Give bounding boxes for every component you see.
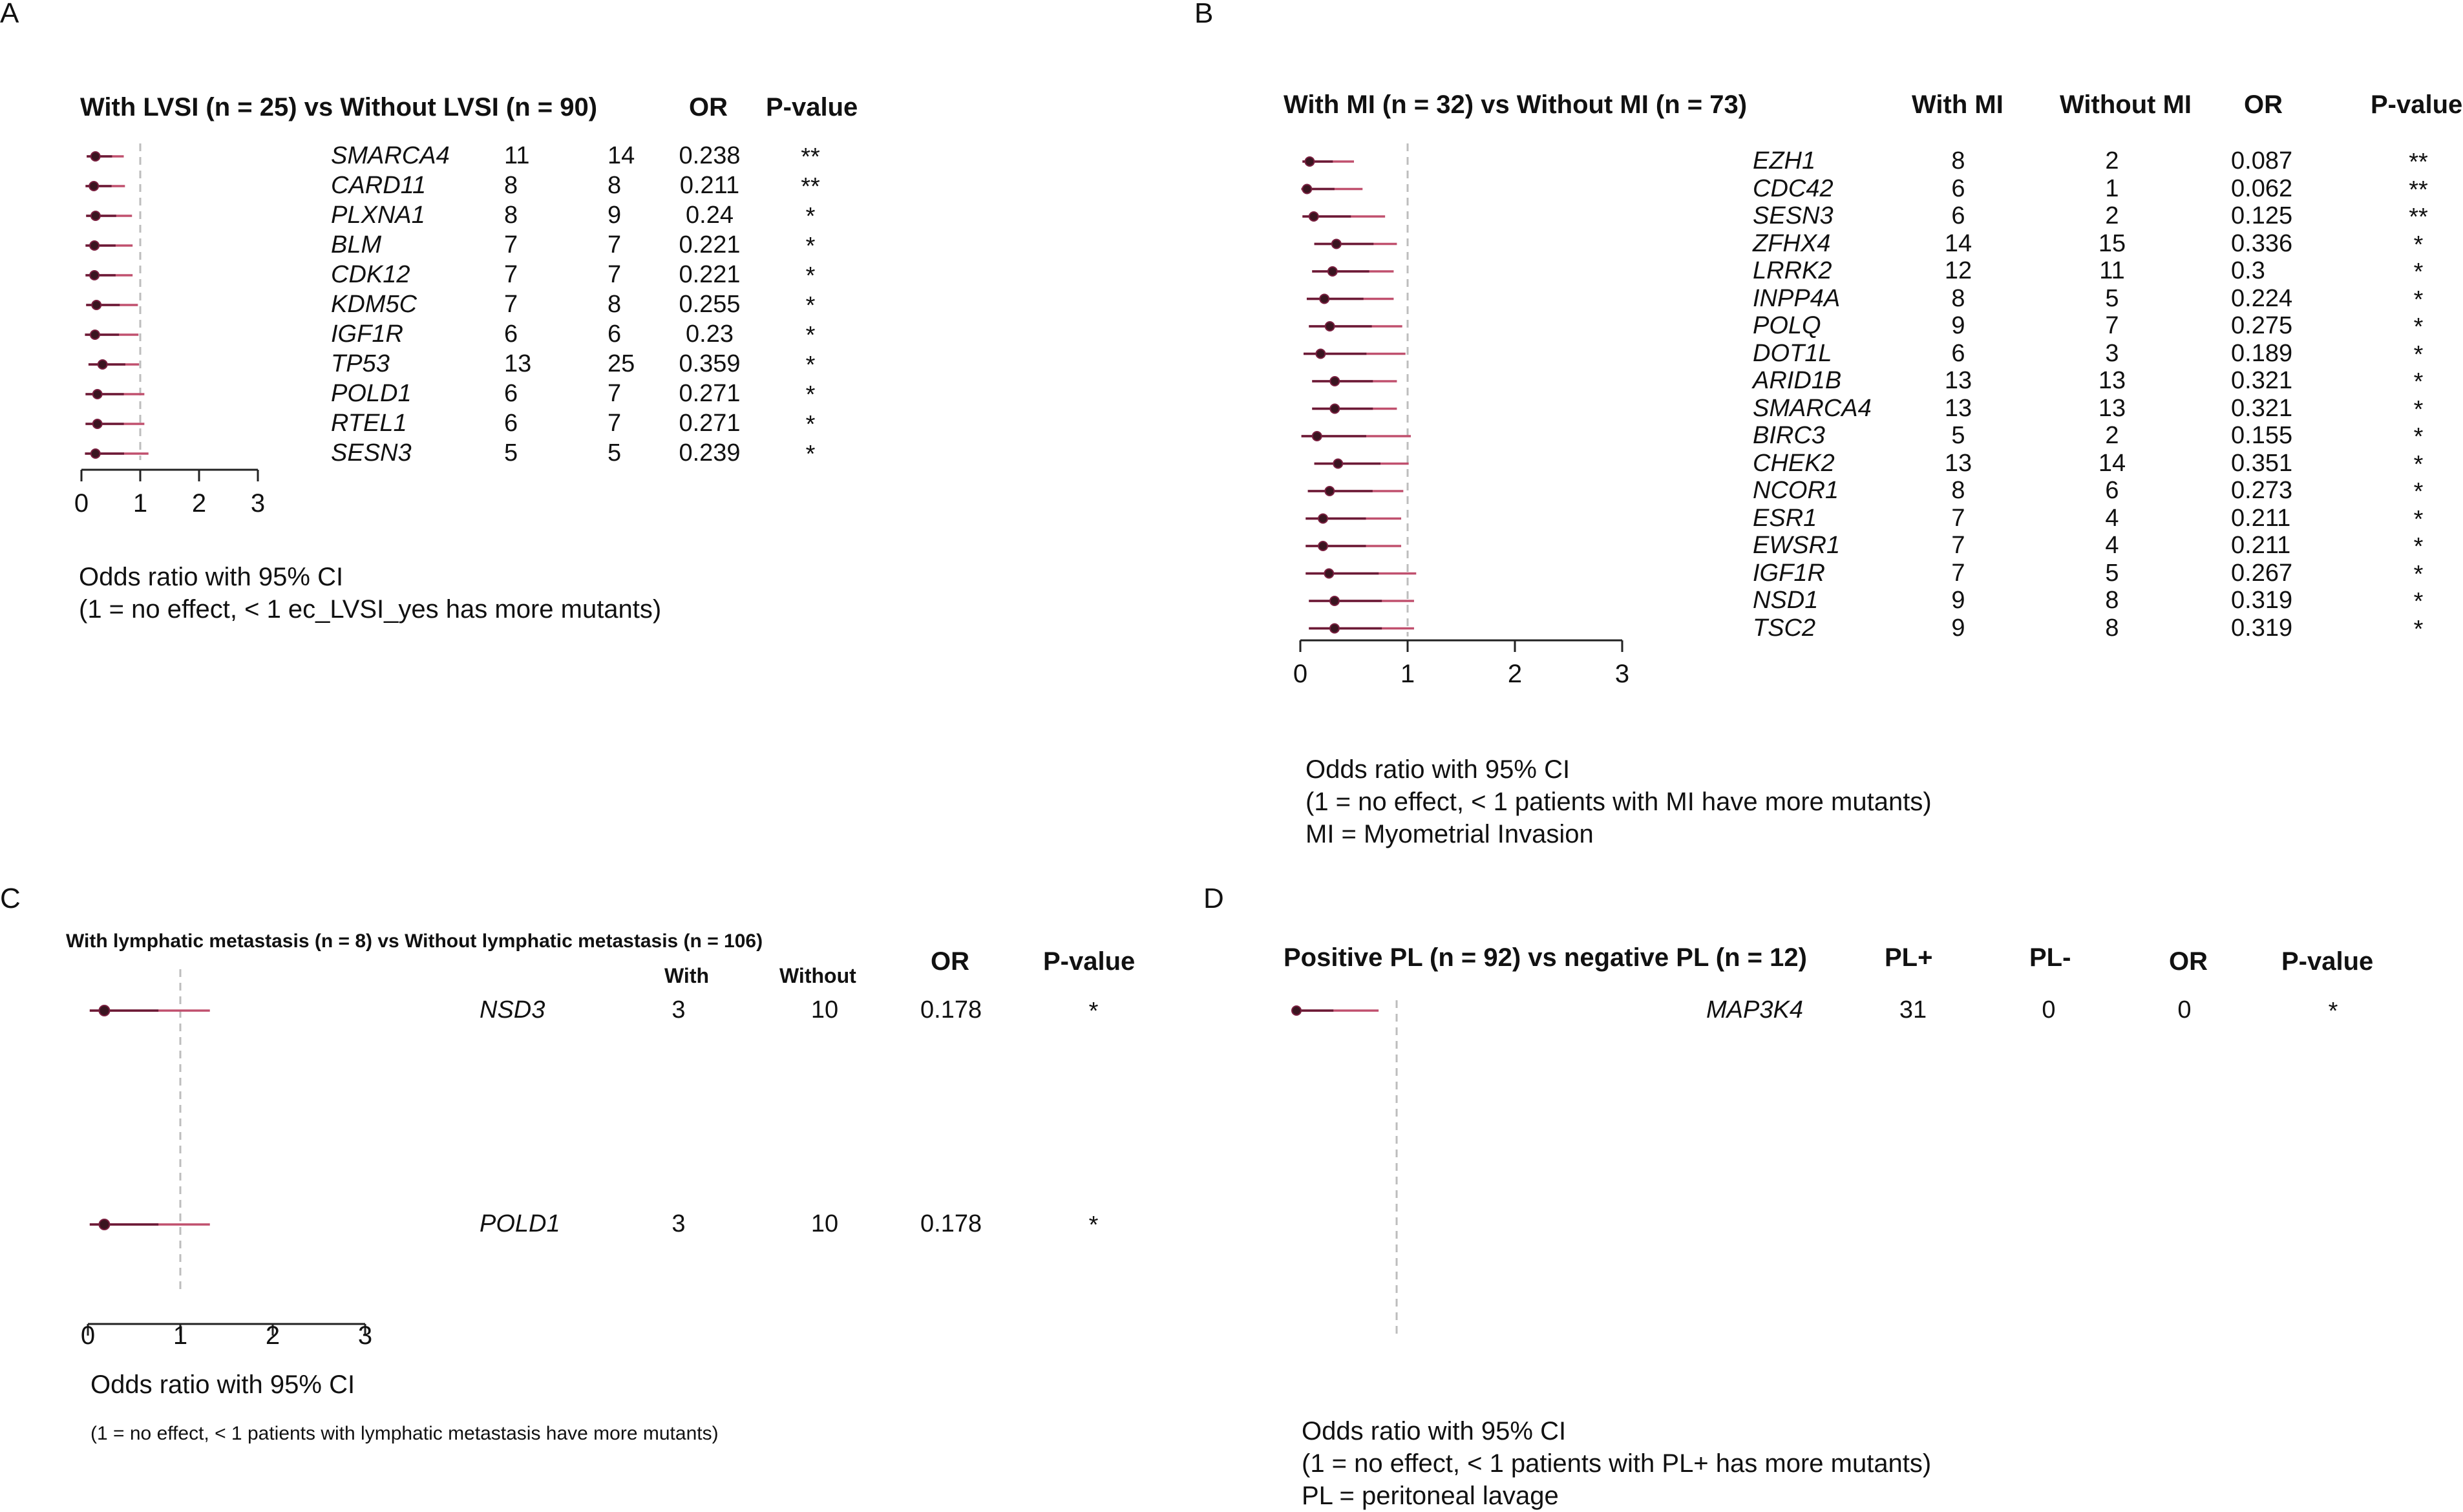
panel-a-count-b-pold1: 7 — [608, 380, 622, 407]
panel-a-or-blm: 0.221 — [679, 231, 741, 258]
panel-b-pvalue-tsc2: * — [2413, 615, 2424, 643]
panel-c-count-b-pold1: 10 — [810, 1210, 839, 1237]
panel-a-header-or: OR — [689, 93, 728, 121]
panel-a-note-line-2: (1 = no effect, < 1 ec_LVSI_yes has more mutants) — [79, 595, 662, 624]
panel-b-count-b-cdc42: 1 — [2105, 174, 2119, 202]
panel-c-note-line-2: (1 = no effect, < 1 patients with lymphatic metastasis have more mutants) — [90, 1423, 719, 1444]
panel-b-or-igf1r: 0.267 — [2231, 559, 2293, 587]
panel-b-or-chek2: 0.351 — [2231, 449, 2293, 477]
panel-b-count-a-igf1r: 7 — [1951, 559, 1965, 587]
panel-b-count-b-ezh1: 2 — [2105, 147, 2119, 174]
panel-b-header-with: With MI — [1912, 90, 2003, 119]
panel-b-or-zfhx4: 0.336 — [2231, 229, 2293, 257]
panel-a-pvalue-blm: * — [805, 233, 816, 260]
panel-a-tick-label-1: 1 — [132, 489, 148, 518]
panel-d-header-or: OR — [2169, 947, 2208, 976]
panel-d-note-line-3: PL = peritoneal lavage — [1302, 1482, 1559, 1510]
panel-a-count-b-kdm5c: 8 — [608, 291, 622, 318]
panel-a-or-cdk12: 0.221 — [679, 261, 741, 288]
panel-b-or-nsd1: 0.319 — [2231, 587, 2293, 614]
panel-d-gene-map3k4: MAP3K4 — [1706, 996, 1803, 1024]
panel-a-gene-plxna1: PLXNA1 — [331, 202, 425, 229]
panel-c-header-without: Without — [779, 964, 856, 987]
panel-b-header-pvalue: P-value — [2371, 90, 2463, 119]
panel-b-count-a-ewsr1: 7 — [1951, 532, 1965, 559]
panel-b-gene-ewsr1: EWSR1 — [1753, 532, 1841, 559]
panel-d-pvalue-map3k4: * — [2328, 998, 2338, 1025]
panel-b-pvalue-ncor1: * — [2413, 478, 2424, 505]
panel-c-tick-label-0: 0 — [80, 1321, 96, 1350]
panel-b-gene-esr1: ESR1 — [1753, 504, 1817, 532]
panel-b-count-b-dot1l: 3 — [2105, 339, 2119, 367]
panel-c-header-pvalue: P-value — [1043, 947, 1136, 976]
panel-b-pvalue-arid1b: * — [2413, 368, 2424, 395]
panel-b-pvalue-smarca4: * — [2413, 395, 2424, 423]
panel-b-or-polq: 0.275 — [2231, 312, 2293, 339]
panel-a-pvalue-rtel1: * — [805, 411, 816, 438]
panel-b-count-a-cdc42: 6 — [1951, 174, 1965, 202]
panel-b-count-b-birc3: 2 — [2105, 422, 2119, 449]
panel-b-tick-label-1: 1 — [1400, 660, 1415, 688]
panel-d-point-map3k4 — [1292, 1006, 1301, 1015]
panel-a-pvalue-sesn3: * — [805, 441, 816, 468]
panel-b-or-ncor1: 0.273 — [2231, 477, 2293, 504]
panel-b-pvalue-ezh1: ** — [2409, 149, 2428, 176]
panel-b-or-ezh1: 0.087 — [2231, 147, 2293, 174]
panel-b-count-b-polq: 7 — [2105, 312, 2119, 339]
panel-b-count-a-chek2: 13 — [1944, 449, 1972, 477]
panel-b-pvalue-cdc42: ** — [2409, 176, 2428, 204]
panel-c-or-nsd3: 0.178 — [920, 996, 982, 1024]
panel-b-gene-nsd1: NSD1 — [1753, 587, 1819, 614]
panel-b-count-b-smarca4: 13 — [2098, 394, 2126, 422]
panel-b-gene-zfhx4: ZFHX4 — [1753, 229, 1831, 257]
panel-b-count-a-inpp4a: 8 — [1951, 284, 1965, 312]
panel-a-count-a-plxna1: 8 — [504, 202, 518, 229]
panel-a-gene-cdk12: CDK12 — [331, 261, 410, 288]
panel-a-gene-igf1r: IGF1R — [331, 320, 403, 348]
panel-a-or-sesn3: 0.239 — [679, 439, 741, 467]
panel-b-pvalue-igf1r: * — [2413, 560, 2424, 588]
panel-c-note-line-1: Odds ratio with 95% CI — [90, 1370, 355, 1399]
panel-b-or-lrrk2: 0.3 — [2231, 257, 2265, 284]
panel-b-count-b-arid1b: 13 — [2098, 367, 2126, 394]
panel-c-count-a-pold1: 3 — [671, 1210, 686, 1237]
panel-d-note-line-1: Odds ratio with 95% CI — [1302, 1417, 1567, 1445]
panel-a-gene-blm: BLM — [331, 231, 382, 258]
panel-b-gene-chek2: CHEK2 — [1753, 449, 1835, 477]
panel-b-header-without: Without MI — [2060, 90, 2192, 119]
panel-b-count-b-esr1: 4 — [2105, 504, 2119, 532]
panel-a-count-b-tp53: 25 — [608, 350, 635, 377]
panel-a-gene-smarca4: SMARCA4 — [331, 142, 450, 169]
panel-b-pvalue-polq: * — [2413, 313, 2424, 341]
panel-a-pvalue-smarca4: ** — [801, 143, 820, 171]
panel-a-count-a-igf1r: 6 — [504, 320, 518, 348]
panel-b-tick-label-2: 2 — [1507, 660, 1523, 688]
panel-b-gene-arid1b: ARID1B — [1753, 367, 1842, 394]
panel-b-note-line-2: (1 = no effect, < 1 patients with MI have more mutants) — [1305, 788, 1932, 816]
panel-b-pvalue-birc3: * — [2413, 423, 2424, 450]
panel-c-count-a-nsd3: 3 — [671, 996, 686, 1024]
panel-a-count-b-card11: 8 — [608, 172, 622, 199]
panel-a-tick-label-0: 0 — [74, 489, 89, 518]
panel-b-or-esr1: 0.211 — [2231, 504, 2291, 532]
panel-b-or-dot1l: 0.189 — [2231, 339, 2293, 367]
panel-c-header-with: With — [664, 964, 710, 987]
panel-a-gene-kdm5c: KDM5C — [331, 291, 418, 318]
panel-b-count-b-lrrk2: 11 — [2099, 257, 2125, 284]
panel-a-pvalue-plxna1: * — [805, 203, 816, 230]
panel-a-tick-label-3: 3 — [250, 489, 266, 518]
panel-b-gene-polq: POLQ — [1753, 312, 1821, 339]
panel-b-gene-smarca4: SMARCA4 — [1753, 394, 1872, 422]
panel-a-count-b-cdk12: 7 — [608, 261, 622, 288]
panel-b-count-b-ewsr1: 4 — [2105, 532, 2119, 559]
panel-a-or-pold1: 0.271 — [679, 380, 741, 407]
panel-b-gene-cdc42: CDC42 — [1753, 174, 1834, 202]
panel-b-pvalue-esr1: * — [2413, 505, 2424, 533]
panel-b-pvalue-dot1l: * — [2413, 341, 2424, 368]
panel-a-count-b-igf1r: 6 — [608, 320, 622, 348]
panel-a-count-b-blm: 7 — [608, 231, 622, 258]
panel-b-gene-igf1r: IGF1R — [1753, 559, 1825, 587]
panel-b-count-b-nsd1: 8 — [2105, 587, 2119, 614]
panel-d-header-plneg: PL- — [2029, 943, 2071, 972]
panel-a-count-a-pold1: 6 — [504, 380, 518, 407]
panel-a-gene-sesn3: SESN3 — [331, 439, 412, 467]
panel-b-count-a-sesn3: 6 — [1951, 202, 1965, 229]
panel-b-count-b-zfhx4: 15 — [2098, 229, 2126, 257]
panel-b-gene-ncor1: NCOR1 — [1753, 477, 1839, 504]
panel-d-title: Positive PL (n = 92) vs negative PL (n = 12) — [1284, 943, 1807, 972]
panel-b-count-a-birc3: 5 — [1951, 422, 1965, 449]
panel-d-note-line-2: (1 = no effect, < 1 patients with PL+ has more mutants) — [1302, 1449, 1932, 1478]
panel-a-pvalue-tp53: * — [805, 352, 816, 379]
panel-a-pvalue-igf1r: * — [805, 322, 816, 349]
panel-a-or-kdm5c: 0.255 — [679, 291, 741, 318]
panel-a-gene-rtel1: RTEL1 — [331, 410, 407, 437]
panel-b-pvalue-ewsr1: * — [2413, 533, 2424, 560]
panel-b-count-a-ncor1: 8 — [1951, 477, 1965, 504]
panel-c-tick-label-3: 3 — [357, 1321, 373, 1350]
panel-a-count-a-card11: 8 — [504, 172, 518, 199]
panel-a-count-b-smarca4: 14 — [608, 142, 635, 169]
panel-letter-c: C — [0, 883, 21, 914]
panel-a-tick-label-2: 2 — [191, 489, 207, 518]
panel-a-count-a-cdk12: 7 — [504, 261, 518, 288]
panel-a-count-a-blm: 7 — [504, 231, 518, 258]
panel-a-or-smarca4: 0.238 — [679, 142, 741, 169]
panel-b-note-line-3: MI = Myometrial Invasion — [1305, 820, 1594, 848]
panel-c-header-or: OR — [931, 947, 969, 976]
panel-a-or-tp53: 0.359 — [679, 350, 741, 377]
panel-b-or-inpp4a: 0.224 — [2231, 284, 2293, 312]
panel-a-pvalue-cdk12: * — [805, 262, 816, 289]
panel-b-or-arid1b: 0.321 — [2231, 367, 2293, 394]
panel-b-count-a-lrrk2: 12 — [1944, 257, 1972, 284]
panel-b-gene-lrrk2: LRRK2 — [1753, 257, 1832, 284]
panel-letter-a: A — [0, 0, 19, 29]
panel-b-pvalue-inpp4a: * — [2413, 286, 2424, 313]
panel-b-count-b-chek2: 14 — [2098, 449, 2126, 477]
panel-d-header-plpos: PL+ — [1885, 943, 1933, 972]
panel-b-count-a-nsd1: 9 — [1951, 587, 1965, 614]
panel-a-count-b-plxna1: 9 — [608, 202, 622, 229]
panel-a-pvalue-pold1: * — [805, 381, 816, 408]
panel-b-or-smarca4: 0.321 — [2231, 394, 2293, 422]
panel-b-pvalue-sesn3: ** — [2409, 204, 2428, 231]
panel-b-or-tsc2: 0.319 — [2231, 614, 2293, 642]
panel-c-pvalue-pold1: * — [1088, 1212, 1099, 1239]
panel-b-count-a-dot1l: 6 — [1951, 339, 1965, 367]
panel-b-count-a-tsc2: 9 — [1951, 614, 1965, 642]
panel-b-count-b-igf1r: 5 — [2105, 559, 2119, 587]
panel-a-or-rtel1: 0.271 — [679, 410, 741, 437]
panel-c-tick-label-1: 1 — [173, 1321, 188, 1350]
panel-a-pvalue-card11: ** — [801, 173, 820, 200]
panel-b-gene-ezh1: EZH1 — [1753, 147, 1816, 174]
panel-b-note-line-1: Odds ratio with 95% CI — [1305, 755, 1570, 784]
panel-b-gene-birc3: BIRC3 — [1753, 422, 1825, 449]
panel-a-count-a-tp53: 13 — [504, 350, 532, 377]
panel-b-or-ewsr1: 0.211 — [2231, 532, 2291, 559]
panel-b-count-b-inpp4a: 5 — [2105, 284, 2119, 312]
panel-c-gene-pold1: POLD1 — [480, 1210, 560, 1237]
panel-c-pvalue-nsd3: * — [1088, 998, 1099, 1025]
panel-b-count-a-polq: 9 — [1951, 312, 1965, 339]
panel-a-gene-tp53: TP53 — [331, 350, 390, 377]
panel-c-gene-nsd3: NSD3 — [480, 996, 545, 1024]
panel-a-gene-pold1: POLD1 — [331, 380, 412, 407]
panel-b-gene-dot1l: DOT1L — [1753, 339, 1832, 367]
panel-a-count-a-rtel1: 6 — [504, 410, 518, 437]
panel-d-count-b-map3k4: 0 — [2042, 996, 2056, 1024]
panel-b-pvalue-lrrk2: * — [2413, 258, 2424, 286]
panel-a-count-a-smarca4: 11 — [504, 142, 530, 169]
panel-b-tick-label-3: 3 — [1614, 660, 1630, 688]
panel-a-count-b-sesn3: 5 — [608, 439, 622, 467]
panel-a-or-igf1r: 0.23 — [686, 320, 734, 348]
panel-b-gene-inpp4a: INPP4A — [1753, 284, 1841, 312]
panel-b-count-a-esr1: 7 — [1951, 504, 1965, 532]
panel-a-or-card11: 0.211 — [679, 172, 740, 199]
panel-b-count-a-smarca4: 13 — [1944, 394, 1972, 422]
panel-b-pvalue-chek2: * — [2413, 450, 2424, 478]
panel-d-note — [1302, 1415, 1931, 1512]
panel-a-count-b-rtel1: 7 — [608, 410, 622, 437]
panel-a-count-a-sesn3: 5 — [504, 439, 518, 467]
panel-c-or-pold1: 0.178 — [920, 1210, 982, 1237]
panel-b-header-or: OR — [2244, 90, 2283, 119]
panel-b-or-sesn3: 0.125 — [2231, 202, 2293, 229]
panel-b-count-b-ncor1: 6 — [2105, 477, 2119, 504]
panel-letter-d: D — [1203, 883, 1224, 914]
panel-b-count-a-ezh1: 8 — [1951, 147, 1965, 174]
panel-c-count-b-nsd3: 10 — [810, 996, 839, 1024]
panel-letter-b: B — [1194, 0, 1214, 29]
panel-c-title: With lymphatic metastasis (n = 8) vs Without lymphatic metastasis (n = 106) — [66, 930, 763, 952]
panel-b-count-a-zfhx4: 14 — [1944, 229, 1972, 257]
panel-b-count-b-tsc2: 8 — [2105, 614, 2119, 642]
panel-b-tick-label-0: 0 — [1293, 660, 1308, 688]
panel-b-count-b-sesn3: 2 — [2105, 202, 2119, 229]
panel-b-pvalue-zfhx4: * — [2413, 231, 2424, 258]
panel-c-tick-label-2: 2 — [265, 1321, 280, 1350]
panel-b-or-birc3: 0.155 — [2231, 422, 2293, 449]
panel-a-pvalue-kdm5c: * — [805, 292, 816, 319]
panel-a-header-pvalue: P-value — [766, 93, 858, 121]
panel-a-or-plxna1: 0.24 — [686, 202, 734, 229]
panel-b-gene-tsc2: TSC2 — [1753, 614, 1816, 642]
panel-d-or-map3k4: 0 — [2177, 996, 2192, 1024]
panel-b-pvalue-nsd1: * — [2413, 588, 2424, 615]
panel-b-count-a-arid1b: 13 — [1944, 367, 1972, 394]
panel-a-gene-card11: CARD11 — [331, 172, 427, 199]
panel-b-or-cdc42: 0.062 — [2231, 174, 2293, 202]
panel-d-header-pvalue: P-value — [2281, 947, 2374, 976]
panel-a-note-line-1: Odds ratio with 95% CI — [79, 563, 344, 591]
panel-b-title: With MI (n = 32) vs Without MI (n = 73) — [1284, 90, 1748, 119]
panel-a-title: With LVSI (n = 25) vs Without LVSI (n = 90) — [80, 93, 598, 121]
panel-d-count-a-map3k4: 31 — [1899, 996, 1927, 1024]
panel-a-count-a-kdm5c: 7 — [504, 291, 518, 318]
panel-b-gene-sesn3: SESN3 — [1753, 202, 1834, 229]
